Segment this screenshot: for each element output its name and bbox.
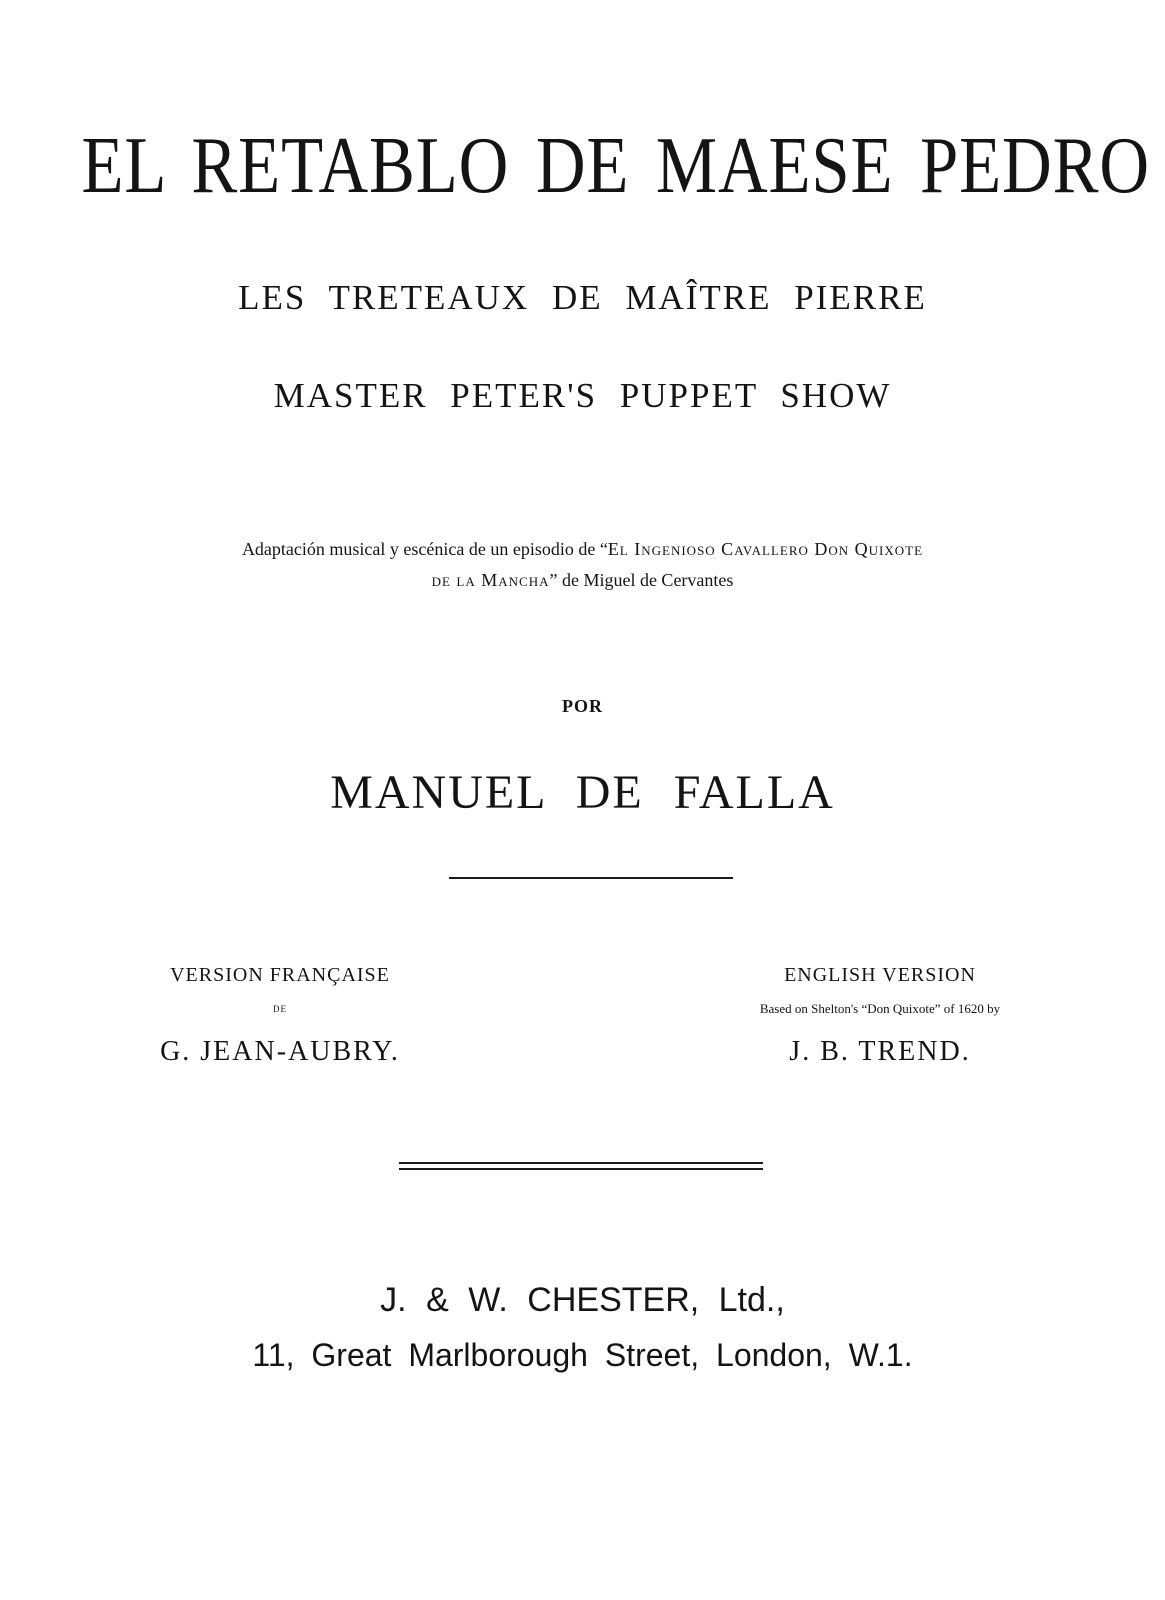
publisher-address: 11, Great Marlborough Street, London, W.1. [252,1337,913,1373]
work-title-part-2: de la Mancha [431,570,550,590]
double-rule-top [399,1162,763,1164]
adaptation-line-2 [0,568,1165,592]
english-subtitle: MASTER PETER'S PUPPET SHOW [273,376,892,415]
french-version-heading: VERSION FRANÇAISE [170,964,390,986]
adaptation-prefix: Adaptación musical y escénica de un episodio de “ [241,539,608,559]
french-version-by: DE [273,1004,287,1014]
double-rule-bottom [399,1168,763,1170]
french-translator: G. JEAN-AUBRY. [160,1036,400,1067]
adaptation-suffix: ” de Miguel de Cervantes [549,570,734,590]
work-title-part-1: El Ingenioso Cavallero Don Quixote [607,539,924,559]
divider-rule [449,877,733,879]
publisher-name: J. & W. CHESTER, Ltd., [380,1281,785,1319]
english-version-heading: ENGLISH VERSION [784,964,976,986]
by-label: POR [562,696,603,716]
composer-name: MANUEL DE FALLA [330,766,835,819]
english-translator: J. B. TREND. [789,1036,971,1067]
main-title: EL RETABLO DE MAESE PEDRO [81,122,1150,210]
adaptation-line-1 [0,537,1165,561]
french-subtitle: LES TRETEAUX DE MAÎTRE PIERRE [238,278,927,317]
english-version-note: Based on Shelton's “Don Quixote” of 1620 by [759,1001,1001,1016]
